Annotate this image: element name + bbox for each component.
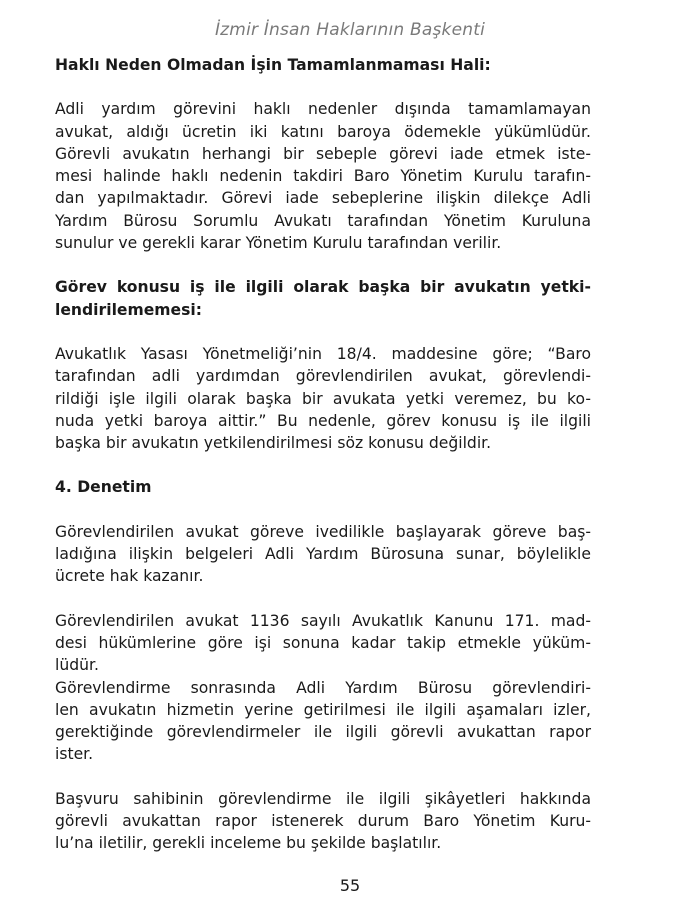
text-line: Yardım Bürosu Sorumlu Avukatı tarafından Yönetim Kuruluna — [55, 211, 591, 230]
text-line: mesi halinde haklı nedenin takdiri Baro Yönetim Kurulu tarafın- — [55, 167, 591, 186]
text-line: rildiği işle ilgili olarak başka bir avukata yetki veremez, bu ko- — [55, 389, 591, 408]
heading-line: Görev konusu iş ile ilgili olarak başka bir avukatın yetki- — [55, 278, 591, 297]
paragraph-follow-through — [55, 610, 591, 677]
page-content — [55, 54, 591, 855]
text-line: nuda yetki baroya aittir.” Bu nedenle, görev konusu iş ile ilgili — [55, 411, 591, 430]
paragraph-complaints — [55, 788, 591, 855]
paragraph-incomplete-work — [55, 98, 591, 254]
section-heading-incomplete-work: Haklı Neden Olmadan İşin Tamamlanmaması Hali: — [55, 56, 491, 74]
section-heading-no-delegation — [55, 276, 591, 321]
text-line: Adli yardım görevini haklı nedenler dışında tamamlamayan — [55, 100, 591, 119]
text-line: ücrete hak kazanır. — [55, 567, 204, 586]
text-line: tarafından adli yardımdan görevlendirilen avukat, görevlendi- — [55, 367, 591, 386]
text-line: sunulur ve gerekli karar Yönetim Kurulu tarafından verilir. — [55, 234, 502, 253]
text-line: ladığına ilişkin belgeleri Adli Yardım Bürosuna sunar, böylelikle — [55, 545, 591, 564]
text-line: lu’na iletilir, gerekli inceleme bu şekilde başlatılır. — [55, 834, 442, 853]
text-line: görevli avukattan rapor istenerek durum Baro Yönetim Kuru- — [55, 812, 591, 831]
text-line: len avukatın hizmetin yerine getirilmesi ile ilgili aşamaları izler, — [55, 700, 591, 719]
text-line: Başvuru sahibinin görevlendirme ile ilgili şikâyetleri hakkında — [55, 789, 591, 808]
paragraph-start-duty — [55, 521, 591, 588]
text-line: Görevli avukatın herhangi bir sebeple görevi iade etmek iste- — [55, 144, 591, 163]
heading-line: lendirilememesi: — [55, 300, 202, 319]
running-header: İzmir İnsan Haklarının Başkenti — [214, 20, 486, 40]
page-number: 55 — [339, 876, 361, 895]
text-line: gerektiğinde görevlendirmeler ile ilgili görevli avukattan rapor — [55, 723, 591, 742]
text-line: Görevlendirme sonrasında Adli Yardım Bürosu görevlendiri- — [55, 678, 591, 697]
text-line: Görevlendirilen avukat göreve ivedilikle başlayarak göreve baş- — [55, 522, 591, 541]
paragraph-no-delegation — [55, 343, 591, 454]
text-line: Avukatlık Yasası Yönetmeliği’nin 18/4. maddesine göre; “Baro — [55, 344, 591, 363]
text-line: lüdür. — [55, 656, 99, 675]
section-heading-supervision: 4. Denetim — [55, 478, 152, 497]
text-line: ister. — [55, 745, 94, 764]
text-line: avukat, aldığı ücretin iki katını baroya ödemekle yükümlüdür. — [55, 122, 591, 141]
paragraph-monitoring — [55, 677, 591, 766]
text-line: dan yapılmaktadır. Görevi iade sebeplerine ilişkin dilekçe Adli — [55, 189, 591, 208]
text-line: başka bir avukatın yetkilendirilmesi söz konusu değildir. — [55, 434, 492, 453]
text-line: desi hükümlerine göre işi sonuna kadar takip etmekle yüküm- — [55, 633, 591, 652]
text-line: Görevlendirilen avukat 1136 sayılı Avukatlık Kanunu 171. mad- — [55, 611, 591, 630]
